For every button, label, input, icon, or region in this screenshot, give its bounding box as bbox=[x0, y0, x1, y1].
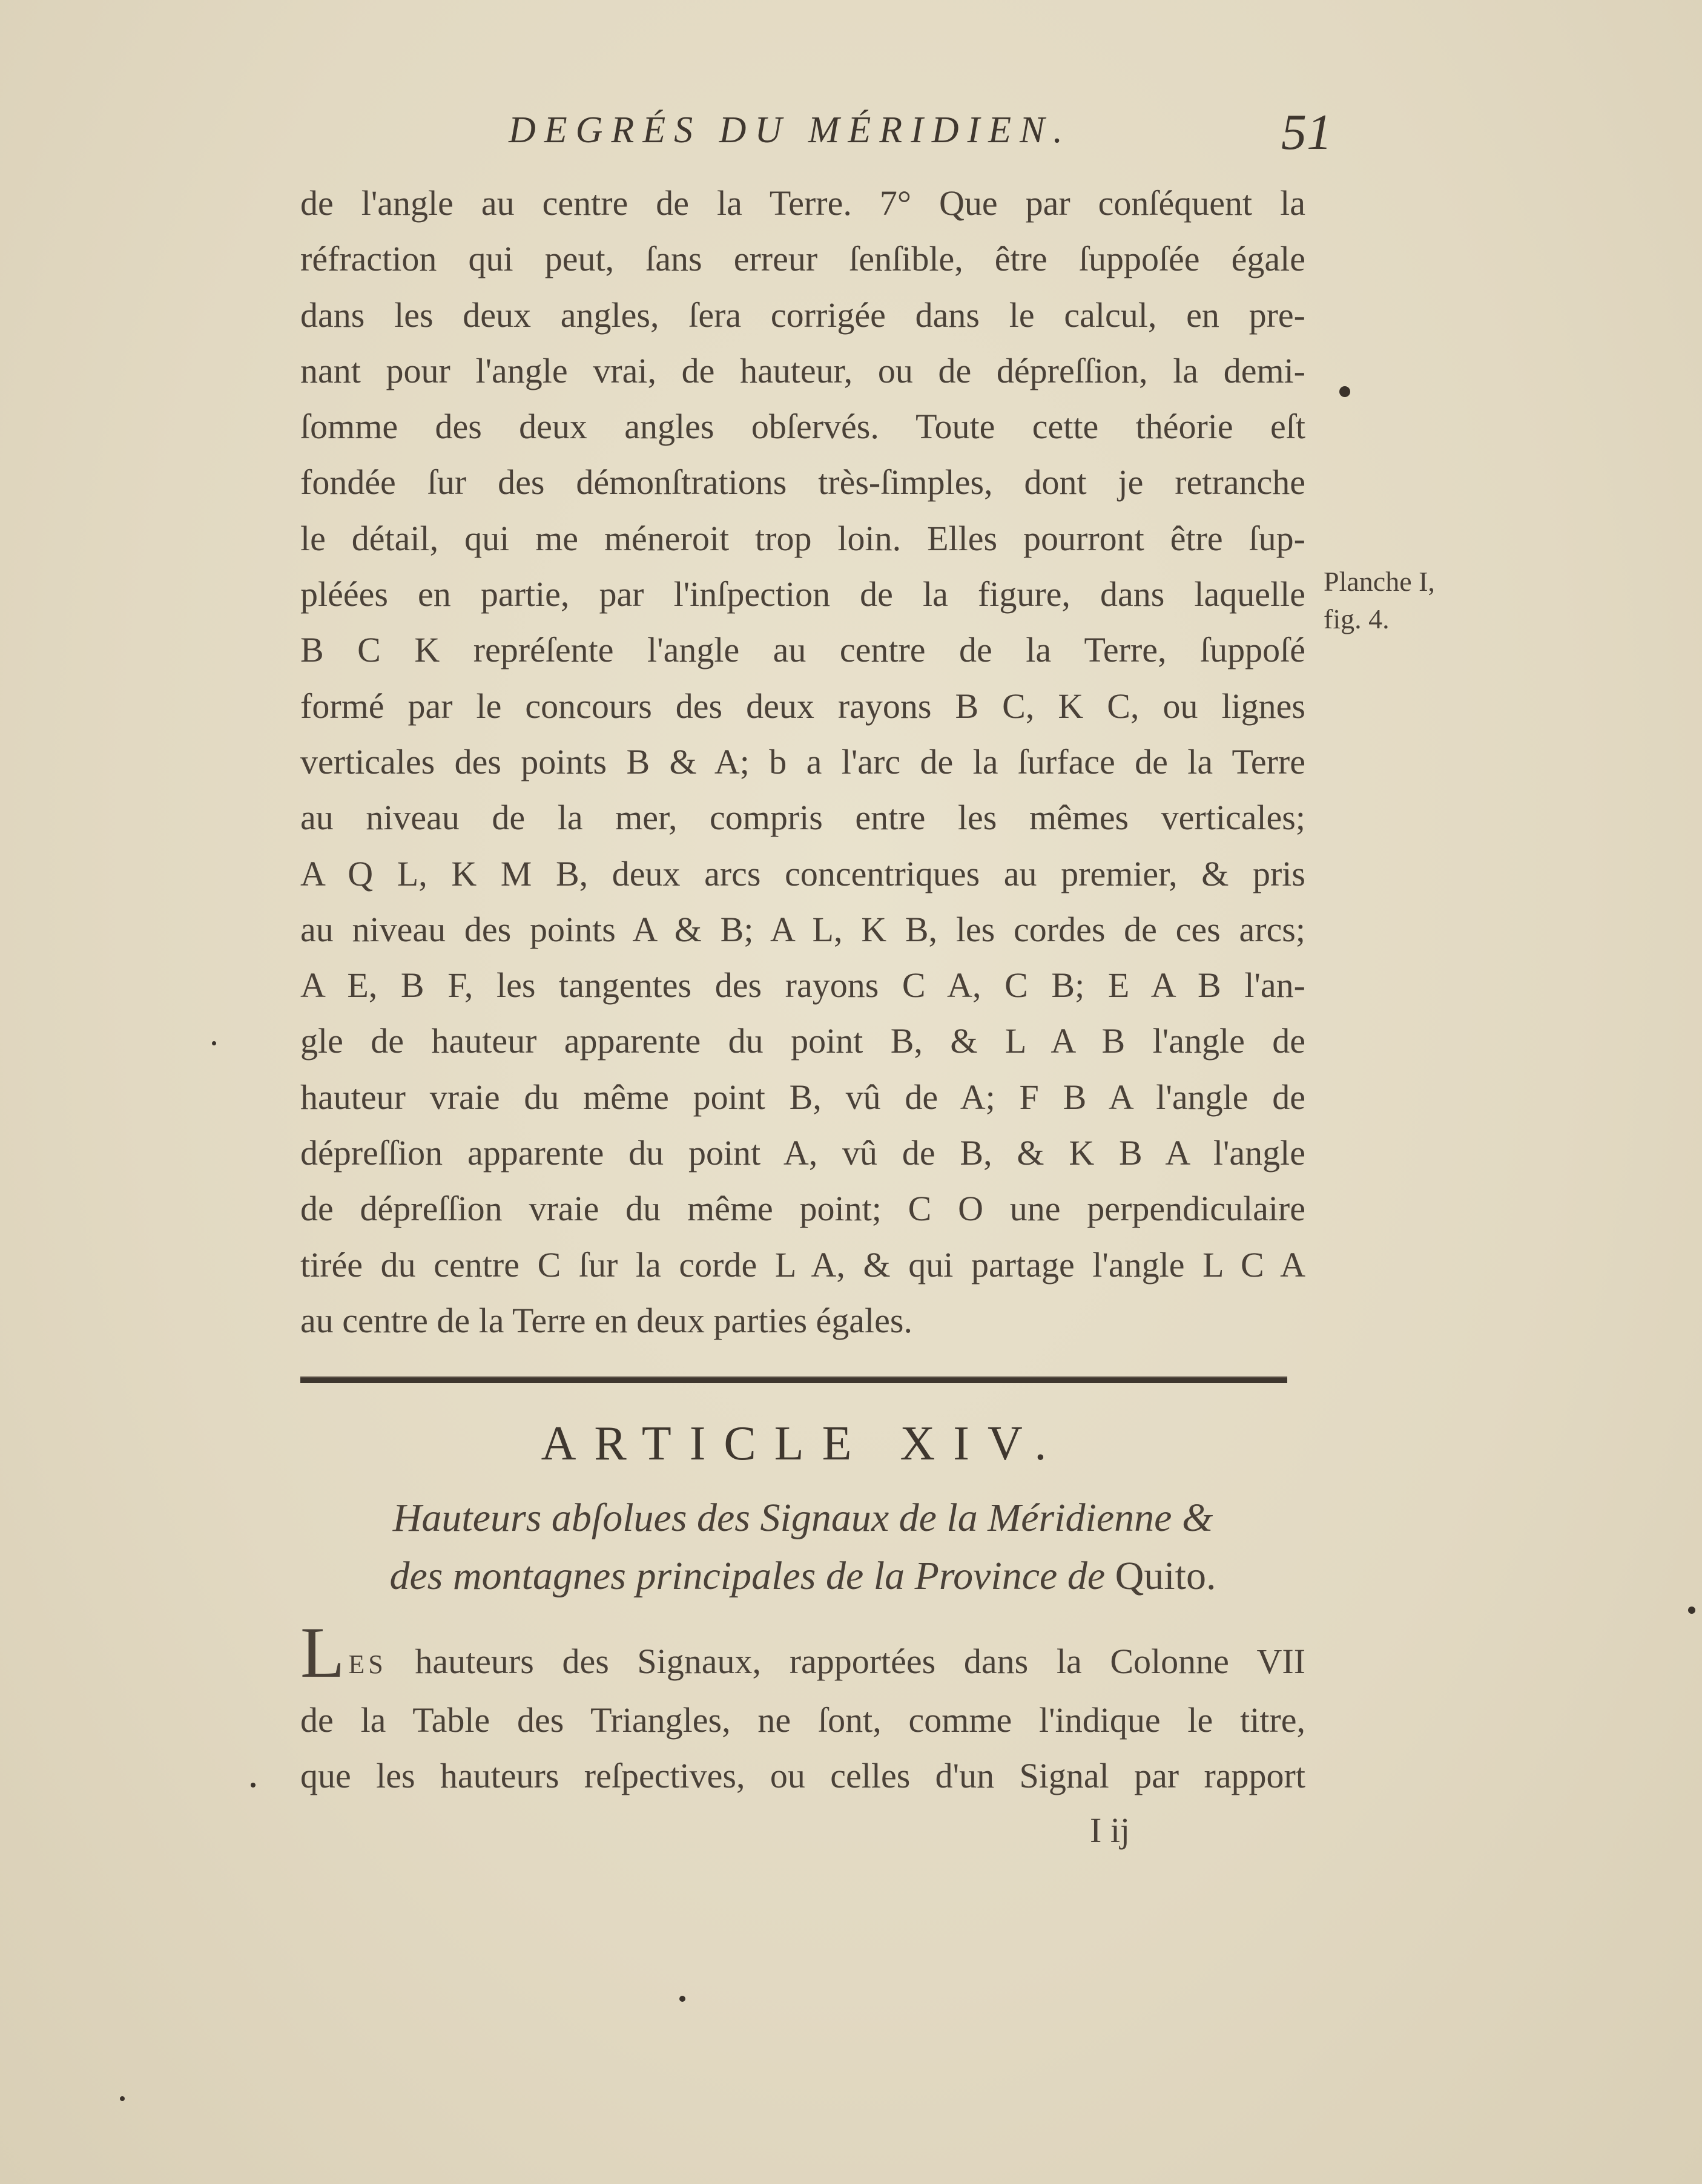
subtitle-line-2 bbox=[300, 1547, 1305, 1605]
text-line: dépreſſion apparente du point A, vû de B, & K B A l'angle bbox=[300, 1133, 1305, 1173]
text-line: au niveau de la mer, compris entre les mêmes verticales; bbox=[300, 798, 1305, 838]
article-heading: ARTICLE XIV. bbox=[541, 1417, 1065, 1470]
drop-cap: L bbox=[300, 1612, 345, 1692]
text-line: de l'angle au centre de la Terre. 7° Que par conſéquent la bbox=[300, 183, 1305, 223]
margin-note bbox=[1324, 563, 1505, 638]
article-line-1-text: hauteurs des Signaux, rapportées dans la Colonne VII bbox=[415, 1642, 1306, 1681]
ink-speck bbox=[1688, 1607, 1695, 1614]
ink-speck bbox=[679, 1996, 685, 2002]
body-paragraph bbox=[300, 176, 1305, 1349]
text-line: le détail, qui me méneroit trop loin. Elles pourront être ſup- bbox=[300, 518, 1305, 558]
ink-speck bbox=[212, 1041, 216, 1045]
text-line: gle de hauteur apparente du point B, & L A B l'angle de bbox=[300, 1021, 1305, 1061]
text-line: fondée ſur des démonſtrations très-ſimples, dont je retranche bbox=[300, 462, 1305, 502]
text-line: A Q L, K M B, deux arcs concentriques au premier, & pris bbox=[300, 854, 1305, 893]
subtitle-place-name: Quito. bbox=[1115, 1554, 1216, 1598]
text-line: réfraction qui peut, ſans erreur ſenſible, être ſuppoſée égale bbox=[300, 239, 1305, 279]
text-line: nant pour l'angle vrai, de hauteur, ou de dépreſſion, la demi- bbox=[300, 350, 1305, 390]
margin-note-figure: fig. 4. bbox=[1324, 604, 1390, 634]
text-line: pléées en partie, par l'inſpection de la figure, dans laquelle bbox=[300, 574, 1305, 614]
margin-note-plate: Planche I, bbox=[1324, 566, 1435, 597]
text-line: B C K repréſente l'angle au centre de la Terre, ſuppoſé bbox=[300, 630, 1305, 670]
text-line: au niveau des points A & B; A L, K B, les cordes de ces arcs; bbox=[300, 909, 1305, 949]
ink-speck bbox=[251, 1783, 256, 1788]
text-line: au centre de la Terre en deux parties égales. bbox=[300, 1300, 912, 1340]
signature-mark: I ij bbox=[1090, 1811, 1130, 1850]
section-divider bbox=[300, 1377, 1287, 1383]
page-number: 51 bbox=[1281, 104, 1332, 160]
text-line: hauteur vraie du même point B, vû de A; F B A l'angle de bbox=[300, 1077, 1305, 1117]
text-line: A E, B F, les tangentes des rayons C A, C B; E A B l'an- bbox=[300, 965, 1305, 1005]
text-line: formé par le concours des deux rayons B C, K C, ou lignes bbox=[300, 686, 1305, 726]
text-line: tirée du centre C ſur la corde L A, & qui partage l'angle L C A bbox=[300, 1245, 1305, 1284]
running-title: DEGRÉS DU MÉRIDIEN. bbox=[509, 110, 1071, 151]
running-head bbox=[509, 103, 1332, 169]
ink-speck bbox=[120, 2096, 125, 2101]
article-paragraph bbox=[300, 1612, 1306, 1804]
article-subtitle bbox=[300, 1489, 1305, 1605]
subtitle-line-1: Hauteurs abſolues des Signaux de la Méridienne & bbox=[392, 1496, 1213, 1540]
text-line: ſomme des deux angles obſervés. Toute cette théorie eſt bbox=[300, 407, 1305, 447]
text-line: dans les deux angles, ſera corrigée dans le calcul, en pre- bbox=[300, 295, 1305, 335]
text-line: verticales des points B & A; b a l'arc de la ſurface de la Terre bbox=[300, 742, 1305, 781]
text-line: de dépreſſion vraie du même point; C O une perpendiculaire bbox=[300, 1189, 1305, 1229]
subtitle-line-2-italic: des montagnes principales de la Province de bbox=[389, 1554, 1115, 1598]
ink-speck bbox=[1339, 386, 1350, 397]
article-first-line bbox=[300, 1612, 1306, 1692]
article-line: que les hauteurs reſpectives, ou celles d'un Signal par rapport bbox=[300, 1756, 1305, 1795]
drop-cap-continuation: ES bbox=[348, 1650, 387, 1679]
article-line: de la Table des Triangles, ne ſont, comme l'indique le titre, bbox=[300, 1700, 1305, 1740]
